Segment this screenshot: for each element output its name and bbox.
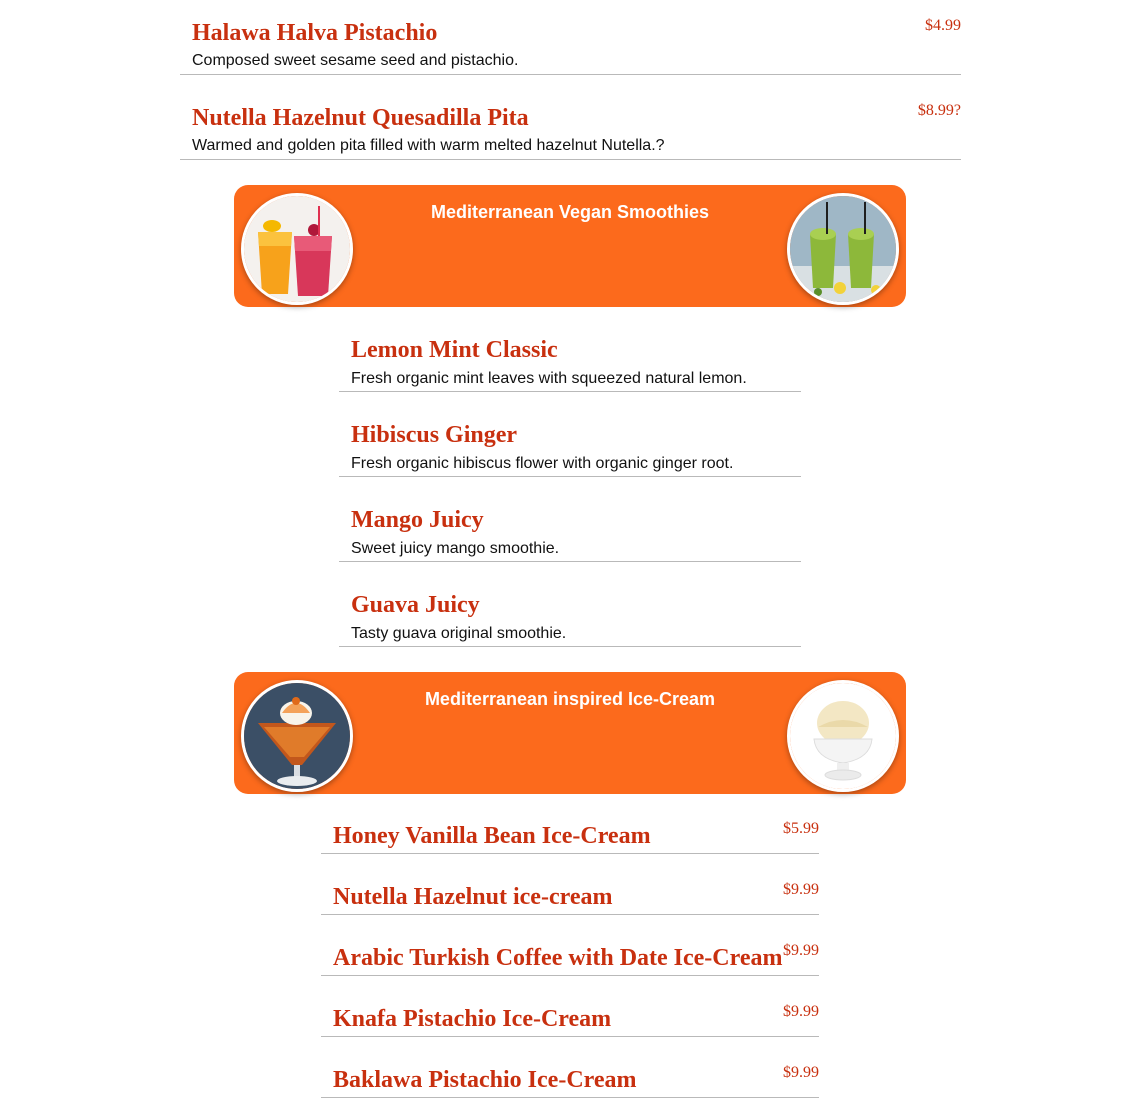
item-description: Warmed and golden pita filled with warm melted hazelnut Nutella.? [192, 137, 665, 154]
item-name: Nutella Hazelnut Quesadilla Pita [192, 105, 529, 131]
menu-item-nutella-quesadilla [180, 75, 961, 160]
item-name: Halawa Halva Pistachio [192, 20, 438, 46]
item-price: $9.99 [783, 1064, 819, 1081]
item-name: Mango Juicy [351, 507, 484, 533]
item-price: $8.99? [917, 102, 961, 119]
menu-item-halawa-halva [180, 0, 961, 75]
menu-item-lemon-mint [339, 307, 801, 392]
item-name: Nutella Hazelnut ice-cream [333, 884, 613, 910]
section-title: Mediterranean inspired Ice-Cream [424, 689, 716, 709]
menu-item-hibiscus-ginger [339, 392, 801, 477]
menu-item-honey-vanilla [321, 793, 819, 854]
menu-item-knafa-pistachio [321, 976, 819, 1037]
vanilla-scoop-bowl-photo [787, 680, 899, 792]
item-name: Hibiscus Ginger [351, 422, 518, 448]
green-smoothies-photo [787, 193, 899, 305]
item-name: Arabic Turkish Coffee with Date Ice-Cream [333, 945, 783, 971]
item-price: $5.99 [783, 820, 819, 837]
item-price: $4.99 [925, 17, 961, 34]
item-description: Fresh organic mint leaves with squeezed natural lemon. [351, 370, 747, 387]
item-name: Knafa Pistachio Ice-Cream [333, 1006, 612, 1032]
menu-item-mango-juicy [339, 477, 801, 562]
item-price: $9.99 [783, 1003, 819, 1020]
menu-item-turkish-coffee-date [321, 915, 819, 976]
item-name: Lemon Mint Classic [351, 337, 558, 363]
knafa-sundae-photo [241, 680, 353, 792]
item-price: $9.99 [783, 881, 819, 898]
menu-item-nutella-icecream [321, 854, 819, 915]
item-name: Baklawa Pistachio Ice-Cream [333, 1067, 637, 1093]
item-description: Composed sweet sesame seed and pistachio. [192, 52, 519, 69]
item-description: Tasty guava original smoothie. [351, 625, 567, 642]
icecream-section-banner [234, 672, 906, 794]
menu-item-baklawa-pistachio [321, 1037, 819, 1098]
item-description: Sweet juicy mango smoothie. [351, 540, 560, 557]
item-name: Guava Juicy [351, 592, 480, 618]
mango-berry-smoothies-photo [241, 193, 353, 305]
item-name: Honey Vanilla Bean Ice-Cream [333, 823, 651, 849]
section-title: Mediterranean Vegan Smoothies [430, 202, 710, 222]
smoothies-section-banner [234, 185, 906, 307]
item-description: Fresh organic hibiscus flower with organic ginger root. [351, 455, 734, 472]
menu-item-guava-juicy [339, 562, 801, 647]
item-price: $9.99 [783, 942, 819, 959]
